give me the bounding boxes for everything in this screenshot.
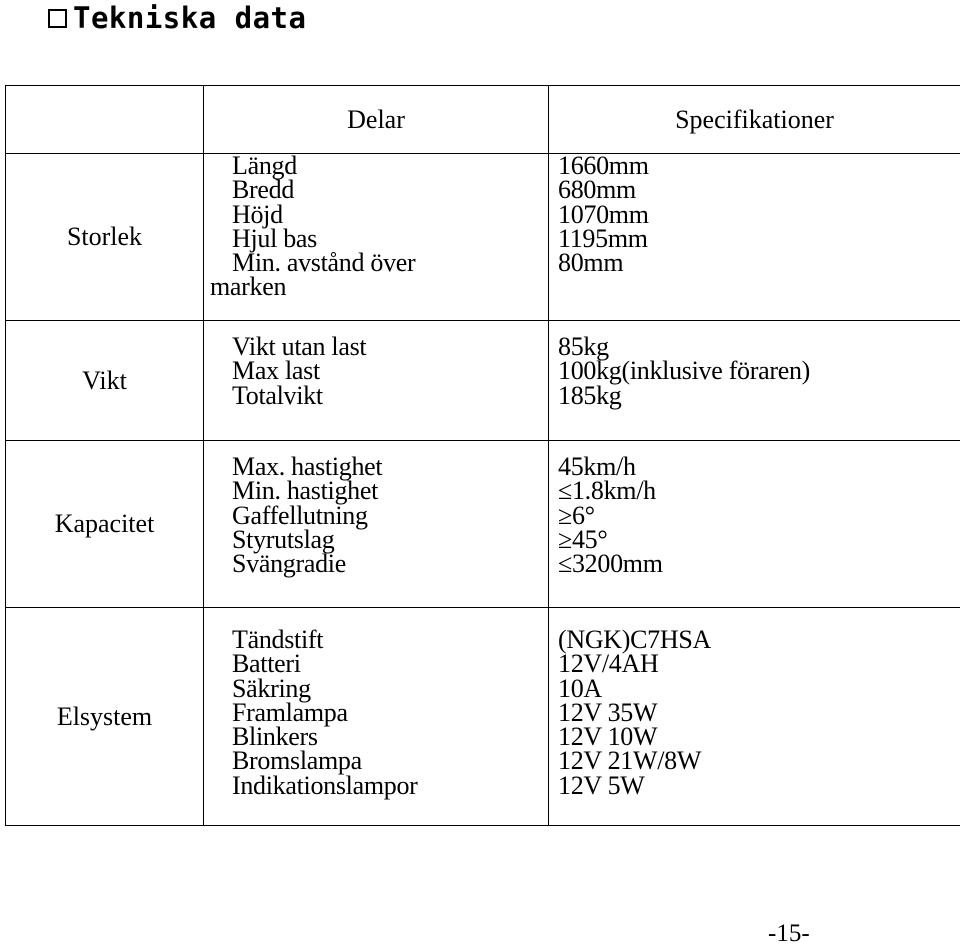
part-label: Vikt utan last (232, 332, 367, 361)
page-number: -15- (768, 920, 810, 947)
header-delar: Delar (204, 86, 549, 154)
spec-value: 45km/h (558, 452, 636, 481)
specs-cell (549, 608, 960, 826)
spec-value: 1070mm (558, 199, 649, 229)
spec-value: 1195mm (558, 223, 648, 253)
spec-value: ≤3200mm (558, 549, 663, 579)
spec-value: 12V 21W/8W (558, 746, 702, 776)
section-heading (48, 0, 306, 36)
table-row (6, 154, 960, 321)
part-label: Gaffellutning (232, 500, 368, 530)
part-label: Styrutslag (232, 524, 335, 554)
part-label: Blinkers (232, 722, 318, 752)
specs-cell (549, 441, 960, 608)
parts-cell (204, 151, 549, 321)
header-specifikationer: Specifikationer (549, 86, 960, 154)
spec-value: 80mm (558, 248, 624, 278)
spec-value: 100kg(inklusive föraren) (558, 356, 811, 386)
part-label: Bromslampa (232, 746, 362, 776)
spec-value: 10A (558, 673, 602, 703)
table-row (6, 321, 960, 441)
spec-value: 12V/4AH (558, 649, 659, 679)
part-label: Svängradie (232, 549, 346, 579)
spec-value: 1660mm (558, 151, 649, 180)
spec-value: ≥45° (558, 524, 608, 554)
part-label: Tändstift (232, 625, 324, 654)
spec-value: (NGK)C7HSA (558, 625, 712, 654)
section-heading-text: Tekniska data (73, 1, 307, 35)
part-label: Max last (232, 356, 320, 386)
part-label: Längd (232, 151, 297, 180)
part-label: Min. avstånd över (232, 248, 416, 278)
part-label: Min. hastighet (232, 476, 379, 506)
spec-value: 680mm (558, 175, 636, 205)
header-empty-cell (6, 86, 204, 154)
part-label: Totalvikt (232, 380, 323, 410)
parts-cell (204, 441, 549, 608)
checkbox-square-icon (48, 9, 67, 28)
table-row (6, 608, 960, 826)
part-label: Höjd (232, 199, 283, 229)
spec-value: 12V 35W (558, 697, 658, 727)
part-label: Säkring (232, 673, 311, 703)
spec-value: 12V 10W (558, 722, 658, 752)
spec-value: 185kg (558, 380, 622, 410)
part-label: Hjul bas (232, 223, 317, 253)
specs-cell (549, 151, 960, 321)
part-label: Max. hastighet (232, 452, 383, 481)
category-cell: Elsystem (6, 608, 204, 826)
part-label: Bredd (232, 175, 295, 205)
part-label: Framlampa (232, 697, 348, 727)
part-label: Indikationslampor (232, 770, 418, 800)
part-label: marken (210, 272, 287, 302)
spec-table (5, 85, 960, 826)
parts-cell (204, 321, 549, 441)
category-cell: Vikt (6, 321, 204, 441)
spec-value: 12V 5W (558, 770, 645, 800)
table-row (6, 441, 960, 608)
spec-value: ≤1.8km/h (558, 476, 656, 506)
spec-value: 85kg (558, 332, 609, 361)
category-cell: Storlek (6, 154, 204, 321)
category-cell: Kapacitet (6, 441, 204, 608)
parts-cell (204, 608, 549, 826)
table-header-row (6, 86, 960, 154)
specs-cell (549, 321, 960, 441)
part-label: Batteri (232, 649, 301, 679)
spec-value: ≥6° (558, 500, 595, 530)
